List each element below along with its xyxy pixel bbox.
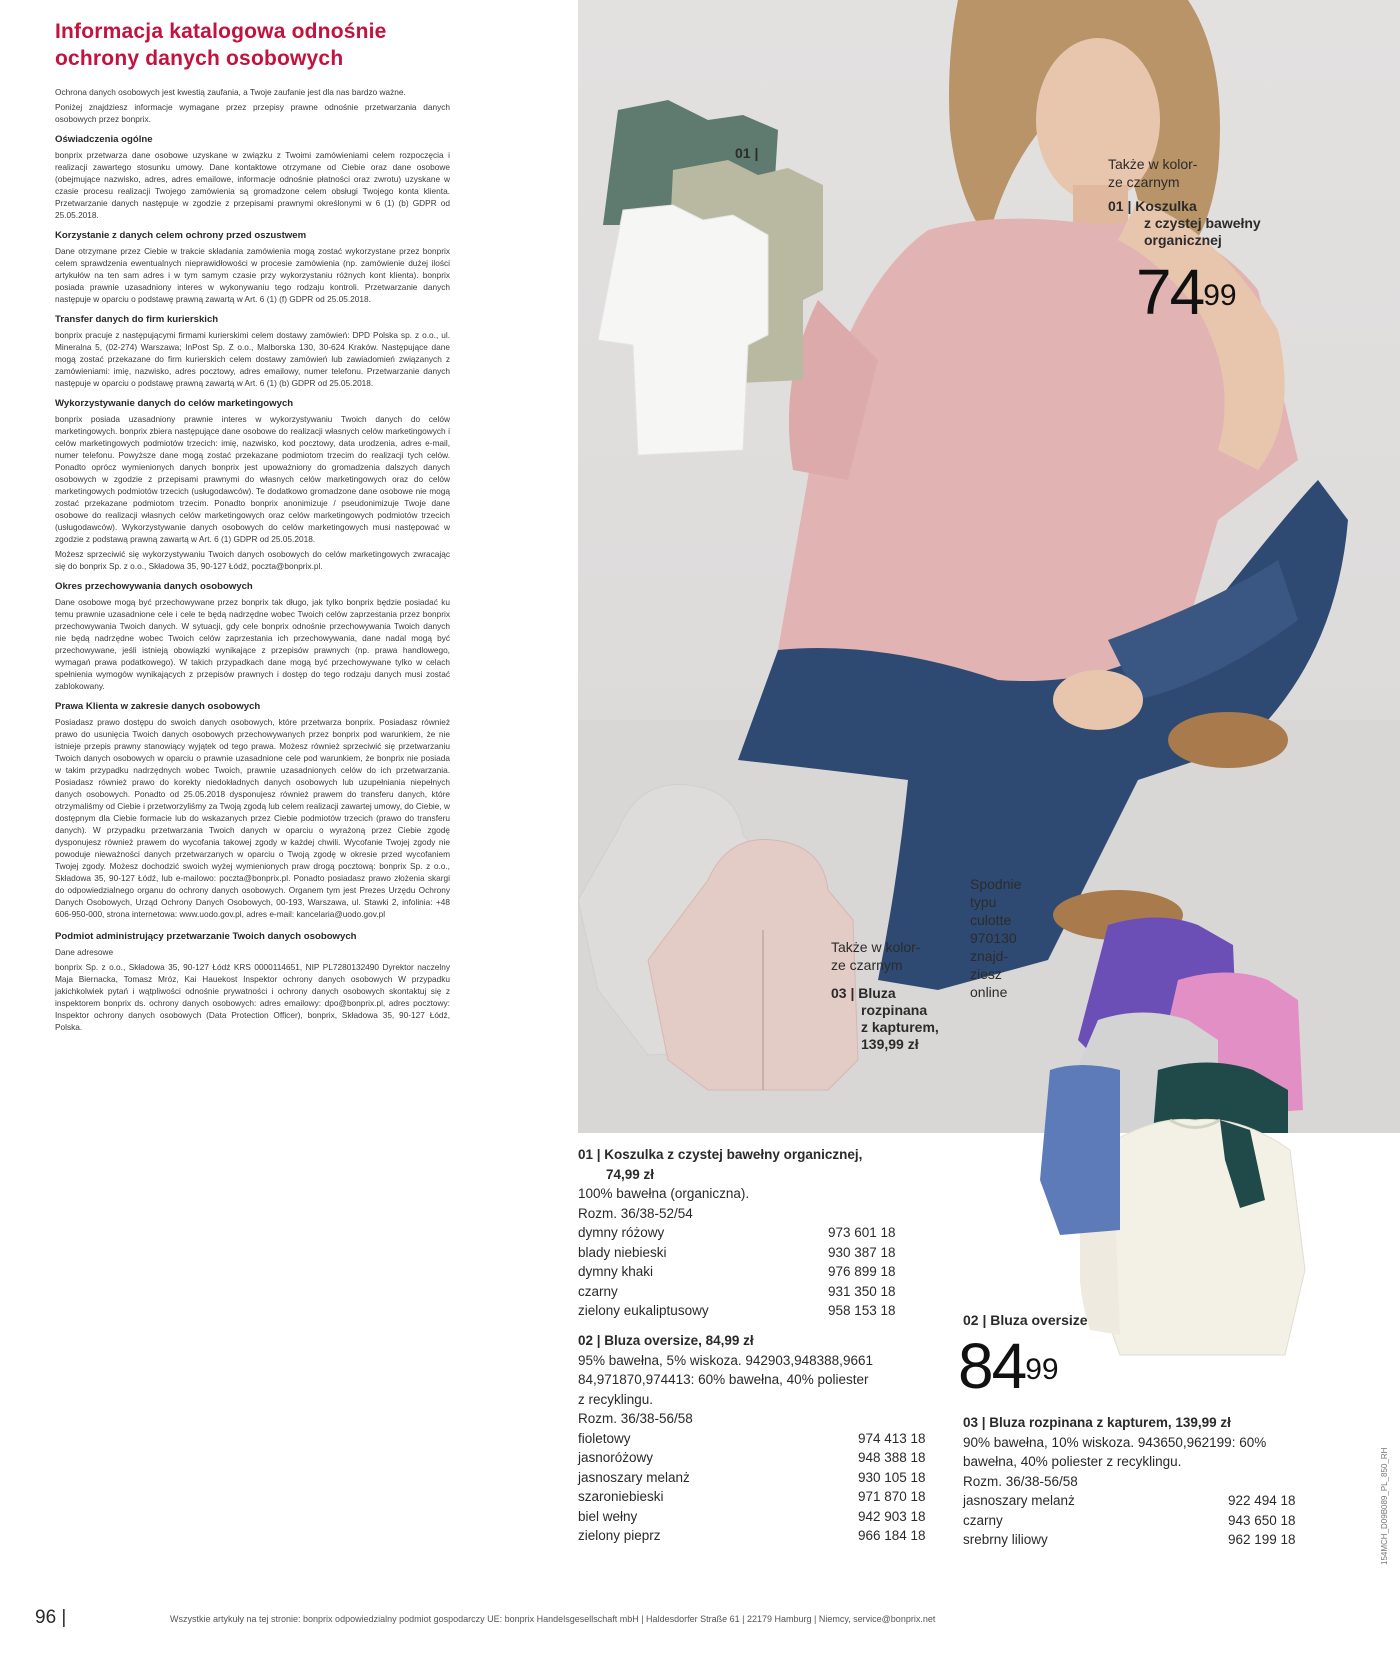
privacy-info-column	[55, 18, 450, 1036]
color-name: zielony pieprz	[578, 1528, 661, 1543]
color-row	[963, 1530, 1308, 1550]
article-code: 958 153 18	[828, 1303, 896, 1318]
list-material: bawełna, 40% poliester z recyklingu.	[963, 1454, 1182, 1469]
price-02-label: 02 | Bluza oversize	[963, 1312, 1088, 1328]
privacy-title: Informacja katalogowa odnośnie ochrony danych osobowych	[55, 20, 387, 70]
article-code: 948 388 18	[858, 1450, 926, 1465]
article-code: 966 184 18	[858, 1528, 926, 1543]
product-name-line: z kapturem,	[861, 1019, 939, 1035]
list-material: 100% bawełna (organiczna).	[578, 1186, 750, 1201]
article-code: 931 350 18	[828, 1283, 896, 1299]
color-name: fioletowy	[578, 1430, 631, 1446]
section-heading: Okres przechowywania danych osobowych	[55, 581, 253, 592]
product-number: 03 |	[831, 985, 855, 1001]
pants-note-line: culotte	[970, 912, 1012, 928]
tshirt-stack	[598, 100, 823, 455]
list-sizes: Rozm. 36/38-56/58	[578, 1411, 693, 1426]
color-name: biel wełny	[578, 1508, 638, 1524]
price-01-cents: 99	[1203, 279, 1237, 312]
color-row	[578, 1487, 938, 1507]
sweatshirt-green-sleeve	[1220, 1120, 1270, 1210]
pants-note-line: znajd-	[970, 948, 1009, 964]
article-code: 962 199 18	[1228, 1532, 1296, 1547]
color-row	[578, 1507, 938, 1527]
product-01-label	[1108, 198, 1308, 249]
color-row	[578, 1282, 908, 1302]
list-sizes: Rozm. 36/38-56/58	[963, 1473, 1078, 1489]
price-01-int: 74	[1136, 256, 1204, 328]
pants-note-line: typu	[970, 894, 997, 910]
section-heading: Prawa Klienta w zakresie danych osobowych	[55, 701, 261, 712]
color-name: czarny	[963, 1512, 1003, 1528]
article-code: 976 899 18	[828, 1264, 896, 1279]
color-name: jasnoróżowy	[578, 1450, 654, 1465]
pants-note-line: ziesz	[970, 966, 1002, 982]
color-name: jasnoszary melanż	[963, 1493, 1075, 1508]
side-catalog-code: 154MCH_D09B089_PL_850_RH	[1380, 1447, 1389, 1565]
section-text: Możesz sprzeciwić się wykorzystywaniu Twoich danych osobowych do celów marketingowych zwracając się do bonprix Sp. z o.o., Składowa 35, 90-127 Łódź, poczta@bonprix.pl.	[55, 549, 450, 571]
color-name: dymny różowy	[578, 1225, 665, 1240]
mid-color-note	[831, 938, 991, 974]
article-code: 942 903 18	[858, 1508, 926, 1524]
color-row	[578, 1429, 938, 1449]
color-name: czarny	[578, 1283, 618, 1299]
section-text: bonprix posiada uzasadniony prawnie interes w wykorzystywaniu Twoich danych do celów marketingowych. bonprix zbiera następujące dane osobowe do realizacji własnych celów marketingowych i celów marketingowych podmiotów trzecich: imię, nazwisko, kod pocztowy, data urodzenia, adres e-mail, numer telefonu. Powyższe dane mogą zostać przekazane podmiotom trzecim do realizacji tych celów. Ponadto oprócz wymienionych danych bonprix jest upoważniony do gromadzenia dalszych danych osobowych w zgodzie z przepisami prawnymi do własnych celów marketingowych oraz do celów marketingowych podmiotów trzecich (usługodawców). Te dodatkowo gromadzone dane osobowe nie mogą zostać przekazane podmiotom trzecim. Ponadto bonprix anonimizuje / pseudonimizuje Twoje dane osobowe do realizacji własnych celów marketingowych oraz celów marketingowych podmiotów trzecich (usługodawców). Wykorzystywanie danych osobowych do celów marketingowych musi następować w zgodzie z podstawą prawną zawartą w Art. 6 (1) GDPR od 25.05.2018.	[55, 414, 450, 544]
product-list-03	[963, 1413, 1308, 1550]
product-name-line: Koszulka	[1135, 198, 1197, 214]
section-text: bonprix Sp. z o.o., Składowa 35, 90-127 Łódź KRS 0000114651, NIP PL7280132490 Dyrektor naczelny Maja Biernacka, Tomasz Mróz, Kai Hauekost Inspektor ochrony danych osobowych W przypadku jakichkolwiek pytań i wątpliwości odnośnie prywatności i ochrony danych osobowych skontaktuj się z inspektorem bonprix ds. ochrony danych osobowych: adres emailowy: dpo@bonprix.pl, adres pocztowy: Inspektor ochrony danych osobowych (Data Protection Officer), bonprix, Składowa 35, 90-127 Łódź, Polska.	[55, 962, 450, 1032]
color-name: jasnoszary melanż	[578, 1469, 690, 1485]
color-name: srebrny liliowy	[963, 1532, 1048, 1547]
pants-note-line: Spodnie	[970, 876, 1022, 892]
color-note-line: Także w kolor-	[1108, 156, 1198, 172]
color-row	[578, 1526, 938, 1546]
price-01	[1136, 256, 1237, 328]
product-name-line: rozpinana	[861, 1002, 928, 1018]
section-text: Dane osobowe mogą być przechowywane przez bonprix tak długo, jak tylko bonprix będzie posiadać ku temu prawnie uzasadnione cele i cele te będą nadrzędne wobec Twoich celów zaprzestania przez bonprix przechowywania Twoich danych. W sytuacji, gdy cele bonprix odnośnie przechowywania Twoich danych nie będą nadrzędne wobec Twoich celów zaprzestania ich przechowywania, dane nadal mogą być przechowywane, jeśli istnieją obowiązki wynikające z przepisów prawnych (np. prawa handlowego, wymagań prawa podatkowego). W takich przypadkach dane mogą być przechowywane tylko w celach spełnienia wymogów wynikających z przepisów prawnych i dostęp do tego rodzaju danych musi zostać zablokowany.	[55, 597, 450, 691]
shirt-number-tag	[735, 145, 758, 163]
color-note-line: ze czarnym	[1108, 174, 1180, 190]
model-shoe	[1168, 712, 1288, 768]
article-code: 922 494 18	[1228, 1493, 1296, 1508]
color-row	[578, 1262, 908, 1282]
product-name-line: z czystej bawełny	[1144, 215, 1261, 231]
list-material: 95% bawełna, 5% wiskoza. 942903,948388,9661	[578, 1352, 873, 1368]
article-code: 930 105 18	[858, 1469, 926, 1485]
list-price: 74,99 zł	[606, 1166, 655, 1182]
intro-paragraph: Ochrona danych osobowych jest kwestią zaufania, a Twoje zaufanie jest dla nas bardzo ważne.	[55, 87, 406, 97]
color-row	[963, 1511, 1308, 1531]
list-heading: 02 | Bluza oversize, 84,99 zł	[578, 1333, 754, 1348]
page-number: 96 |	[35, 1607, 67, 1628]
tshirt-white	[598, 205, 768, 455]
list-sizes: Rozm. 36/38-52/54	[578, 1205, 693, 1221]
intro-paragraph: Poniżej znajdziesz informacje wymagane przez przepisy prawne odnośnie przetwarzania danych osobowych przez bonprix.	[55, 102, 450, 124]
article-code: 973 601 18	[828, 1225, 896, 1240]
product-list-01	[578, 1145, 908, 1321]
product-number: 01 |	[1108, 198, 1132, 214]
list-heading: 03 | Bluza rozpinana z kapturem, 139,99 zł	[963, 1415, 1231, 1430]
section-text: Dane otrzymane przez Ciebie w trakcie składania zamówienia mogą zostać wykorzystane przez bonprix celem sprawdzenia ewentualnych nieprawidłowości w procesie zamówienia (np. zamówienie dużej ilości artykułów na ten sam adres i w tym samym czasie przy wykorzystaniu różnych kont klienta). bonprix posiada prawnie uzasadniony interes w wykonywaniu tego rodzaju kontroli. Przetwarzanie danych następuje w oparciu o podstawę prawną zawartą w Art. 6 (1) (f) GDPR od 25.05.2018.	[55, 246, 450, 304]
footer-legal-text: Wszystkie artykuły na tej stronie: bonprix odpowiedzialny podmiot gospodarczy UE: bonprix Handelsgesellschaft mbH | Haldesdorfer Straße 61 | 22179 Hamburg | Niemcy, service@bonprix.net	[170, 1614, 936, 1624]
price-02-int: 84	[958, 1330, 1026, 1402]
section-heading: Oświadczenia ogólne	[55, 134, 153, 145]
section-heading: Podmiot administrujący przetwarzanie Twoich danych osobowych	[55, 931, 357, 942]
product-name-line: 139,99 zł	[861, 1036, 919, 1052]
product-name-line: Bluza	[858, 985, 896, 1001]
section-heading: Korzystanie z danych celem ochrony przed oszustwem	[55, 230, 307, 241]
product-03-label	[831, 985, 1001, 1053]
section-heading: Wykorzystywanie danych do celów marketingowych	[55, 398, 294, 409]
article-code: 930 387 18	[828, 1244, 896, 1260]
article-code: 974 413 18	[858, 1430, 926, 1446]
shirt-number: 01 |	[735, 145, 759, 161]
color-note-line: ze czarnym	[831, 957, 903, 973]
price-02-cents: 99	[1025, 1353, 1059, 1386]
list-material: 84,971870,974413: 60% bawełna, 40% poliester	[578, 1372, 869, 1387]
pants-note-line: online	[970, 984, 1008, 1000]
product-list-02	[578, 1331, 938, 1546]
color-row	[578, 1243, 908, 1263]
color-row	[963, 1491, 1308, 1511]
section-text: bonprix pracuje z następującymi firmami kurierskimi celem dostawy zamówień: DPD Polska sp. z o.o., ul. Mineralna 5, (02-274) Warszawa; InPost Sp. Z o.o., Malborska 130, 30-624 Kraków. Następujące dane mogą zostać przekazane do firm kurierskich celem dostawy zamówień lub zawiadomień związanych z zamówieniami: imię, nazwisko, adres pocztowy, adres emailowy, numer telefonu. Przetwarzanie danych następuje w oparciu o podstawę prawną zawartą w Art. 6 (1) (b) GDPR od 25.05.2018.	[55, 330, 450, 388]
sweatshirt-blue-illustration	[1040, 1060, 1120, 1240]
product-name-line: organicznej	[1144, 232, 1222, 248]
pants-note-line: 970130	[970, 930, 1017, 946]
color-note-line: Także w kolor-	[831, 939, 921, 955]
color-row	[578, 1301, 908, 1321]
color-row	[578, 1468, 938, 1488]
top-color-note	[1108, 155, 1308, 191]
color-name: zielony eukaliptusowy	[578, 1303, 709, 1318]
list-heading: 01 | Koszulka z czystej bawełny organicznej,	[578, 1147, 863, 1162]
list-material: z recyklingu.	[578, 1391, 654, 1407]
price-02	[958, 1330, 1059, 1402]
color-name: szaroniebieski	[578, 1489, 664, 1504]
color-row	[578, 1223, 908, 1243]
article-code: 943 650 18	[1228, 1512, 1296, 1528]
color-row	[578, 1448, 938, 1468]
section-text: Posiadasz prawo dostępu do swoich danych osobowych, które przetwarza bonprix. Posiadasz również prawo do usunięcia Twoich danych osobowych przechowywanych przez bonprix pod warunkiem, że nie istnieje przepis prawny stanowiący wyjątek od tego prawa. Możesz również sprzeciwić się przetwarzaniu Twoich danych osobowych w oparciu o prawnie uzasadnione cele pod warunkiem, że bonprix nie posiada w takim przypadku nadrzędnych wobec Twoich, prawnie uzasadnionych celów do ich przetwarzania. Posiadasz również prawo do korekty niedokładnych danych osobowych lub uzupełniania niepełnych danych osobowych. Ponadto od 25.05.2018 dysponujesz również prawem do transferu danych, które otrzymaliśmy od Ciebie i przetworzyliśmy za Twoją zgodą lub celem realizacji zawartej umowy, do Ciebie, w dostępnym dla Ciebie formacie lub do wskazanych przez Ciebie podmiotów trzecich (prawo do transferu danych). W przypadku przetwarzania Twoich danych w oparciu o wyrażoną przez Ciebie zgodę dysponujesz również prawem do wycofania takowej zgody w każdej chwili. Wycofanie Twojej zgody nie powoduje nieważności danych przetwarzanych w oparciu o Twoją zgodę w okresie przed wycofaniem Twojej zgody. Możesz dochodzić swoich wyżej wymienionych praw drogą pocztową: bonprix Sp. z o.o., Składowa 35, 90-127 Łódź, lub e-mailowo: poczta@bonprix.pl. Ponadto posiadasz prawo złożenia skargi do odpowiedzialnego organu do ochrony danych osobowych. Organem tym jest Prezes Urzędu Ochrony Danych Osobowych, Urząd Ochrony Danych Osobowych, 00-193, Warszawa, ul. Stawki 2, infolinia: +48 606-950-000, strona internetowa: www.uodo.gov.pl, adres e-mail: kancelaria@uodo.gov.pl	[55, 717, 450, 919]
section-text: bonprix przetwarza dane osobowe uzyskane w związku z Twoimi zamówieniami celem rozpoczęcia i realizacji zawartego stosunku umowy. Dane kontaktowe otrzymane od Ciebie oraz dane osobowe (obejmujące nazwisko, adres, adres emailowe, informacje odnośnie płatności oraz zwrotu) uzyskane w czasie procesu realizacji Twojego zamówienia są gromadzone celem obsługi Twojego konta klienta. Przetwarzanie danych następuje w zgodzie z przepisami prawnymi określonymi w 6 (1) (b) GDPR od 25.05.2018.	[55, 150, 450, 220]
article-code: 971 870 18	[858, 1489, 926, 1504]
color-name: dymny khaki	[578, 1264, 654, 1279]
color-name: blady niebieski	[578, 1244, 667, 1260]
list-material: 90% bawełna, 10% wiskoza. 943650,962199: 60%	[963, 1434, 1267, 1450]
section-text: Dane adresowe	[55, 947, 114, 957]
section-heading: Transfer danych do firm kurierskich	[55, 314, 219, 325]
product-photo	[578, 0, 1400, 1133]
